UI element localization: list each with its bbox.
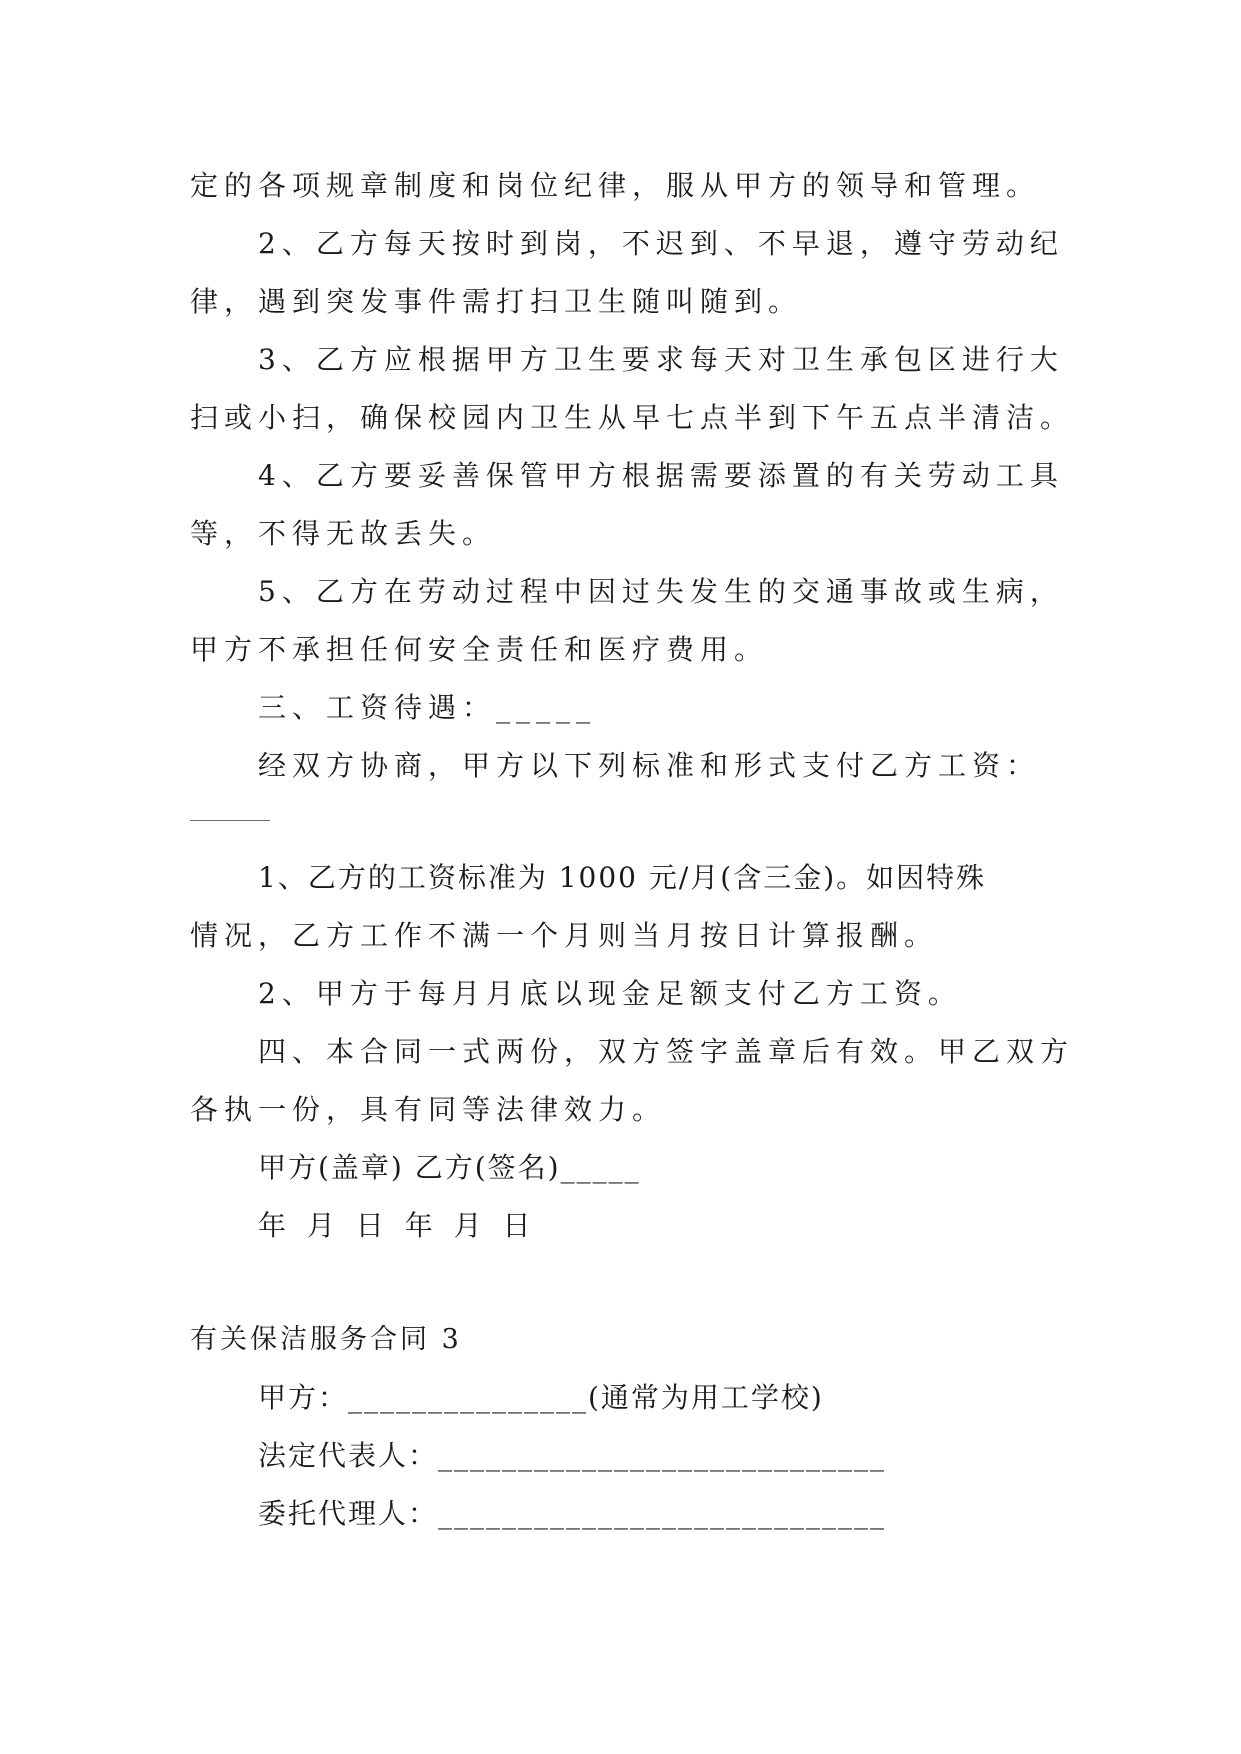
clause-line: 3、乙方应根据甲方卫生要求每天对卫生承包区进行大 bbox=[258, 343, 1064, 376]
date-line: 年 月 日 年 月 日 bbox=[258, 1209, 537, 1242]
clause-line: 4、乙方要妥善保管甲方根据需要添置的有关劳动工具 bbox=[258, 459, 1064, 492]
legal-representative-field: 法定代表人：____________________________ bbox=[258, 1439, 887, 1472]
signature-line: 甲方(盖章) 乙方(签名)_____ bbox=[258, 1151, 641, 1184]
paragraph-line: 经双方协商，甲方以下列标准和形式支付乙方工资： bbox=[258, 749, 1041, 782]
clause-line: 2、乙方每天按时到岗，不迟到、不早退，遵守劳动纪 bbox=[258, 227, 1064, 260]
clause-line: 2、甲方于每月月底以现金足额支付乙方工资。 bbox=[258, 977, 962, 1010]
paragraph-line: 扫或小扫，确保校园内卫生从早七点半到下午五点半清洁。 bbox=[190, 401, 1075, 434]
paragraph-line: 情况，乙方工作不满一个月则当月按日计算报酬。 bbox=[190, 919, 939, 952]
clause-line: 5、乙方在劳动过程中因过失发生的交通事故或生病， bbox=[258, 575, 1064, 608]
section-heading: 四、本合同一式两份，双方签字盖章后有效。甲乙双方 bbox=[258, 1035, 1075, 1068]
fill-in-blank bbox=[190, 820, 270, 821]
paragraph-line: 各执一份，具有同等法律效力。 bbox=[190, 1093, 667, 1126]
section-heading: 三、工资待遇：_____ bbox=[258, 691, 597, 724]
paragraph-line: 律，遇到突发事件需打扫卫生随叫随到。 bbox=[190, 285, 803, 318]
paragraph-line: 甲方不承担任何安全责任和医疗费用。 bbox=[190, 633, 769, 666]
paragraph-line: 定的各项规章制度和岗位纪律，服从甲方的领导和管理。 bbox=[190, 169, 1041, 202]
party-a-field: 甲方：_______________(通常为用工学校) bbox=[258, 1381, 824, 1414]
paragraph-line: 等，不得无故丢失。 bbox=[190, 517, 497, 550]
clause-line: 1、乙方的工资标准为 1000 元/月(含三金)。如因特殊 bbox=[258, 861, 987, 894]
document-title: 有关保洁服务合同 3 bbox=[190, 1324, 462, 1355]
authorized-agent-field: 委托代理人：____________________________ bbox=[258, 1497, 887, 1530]
